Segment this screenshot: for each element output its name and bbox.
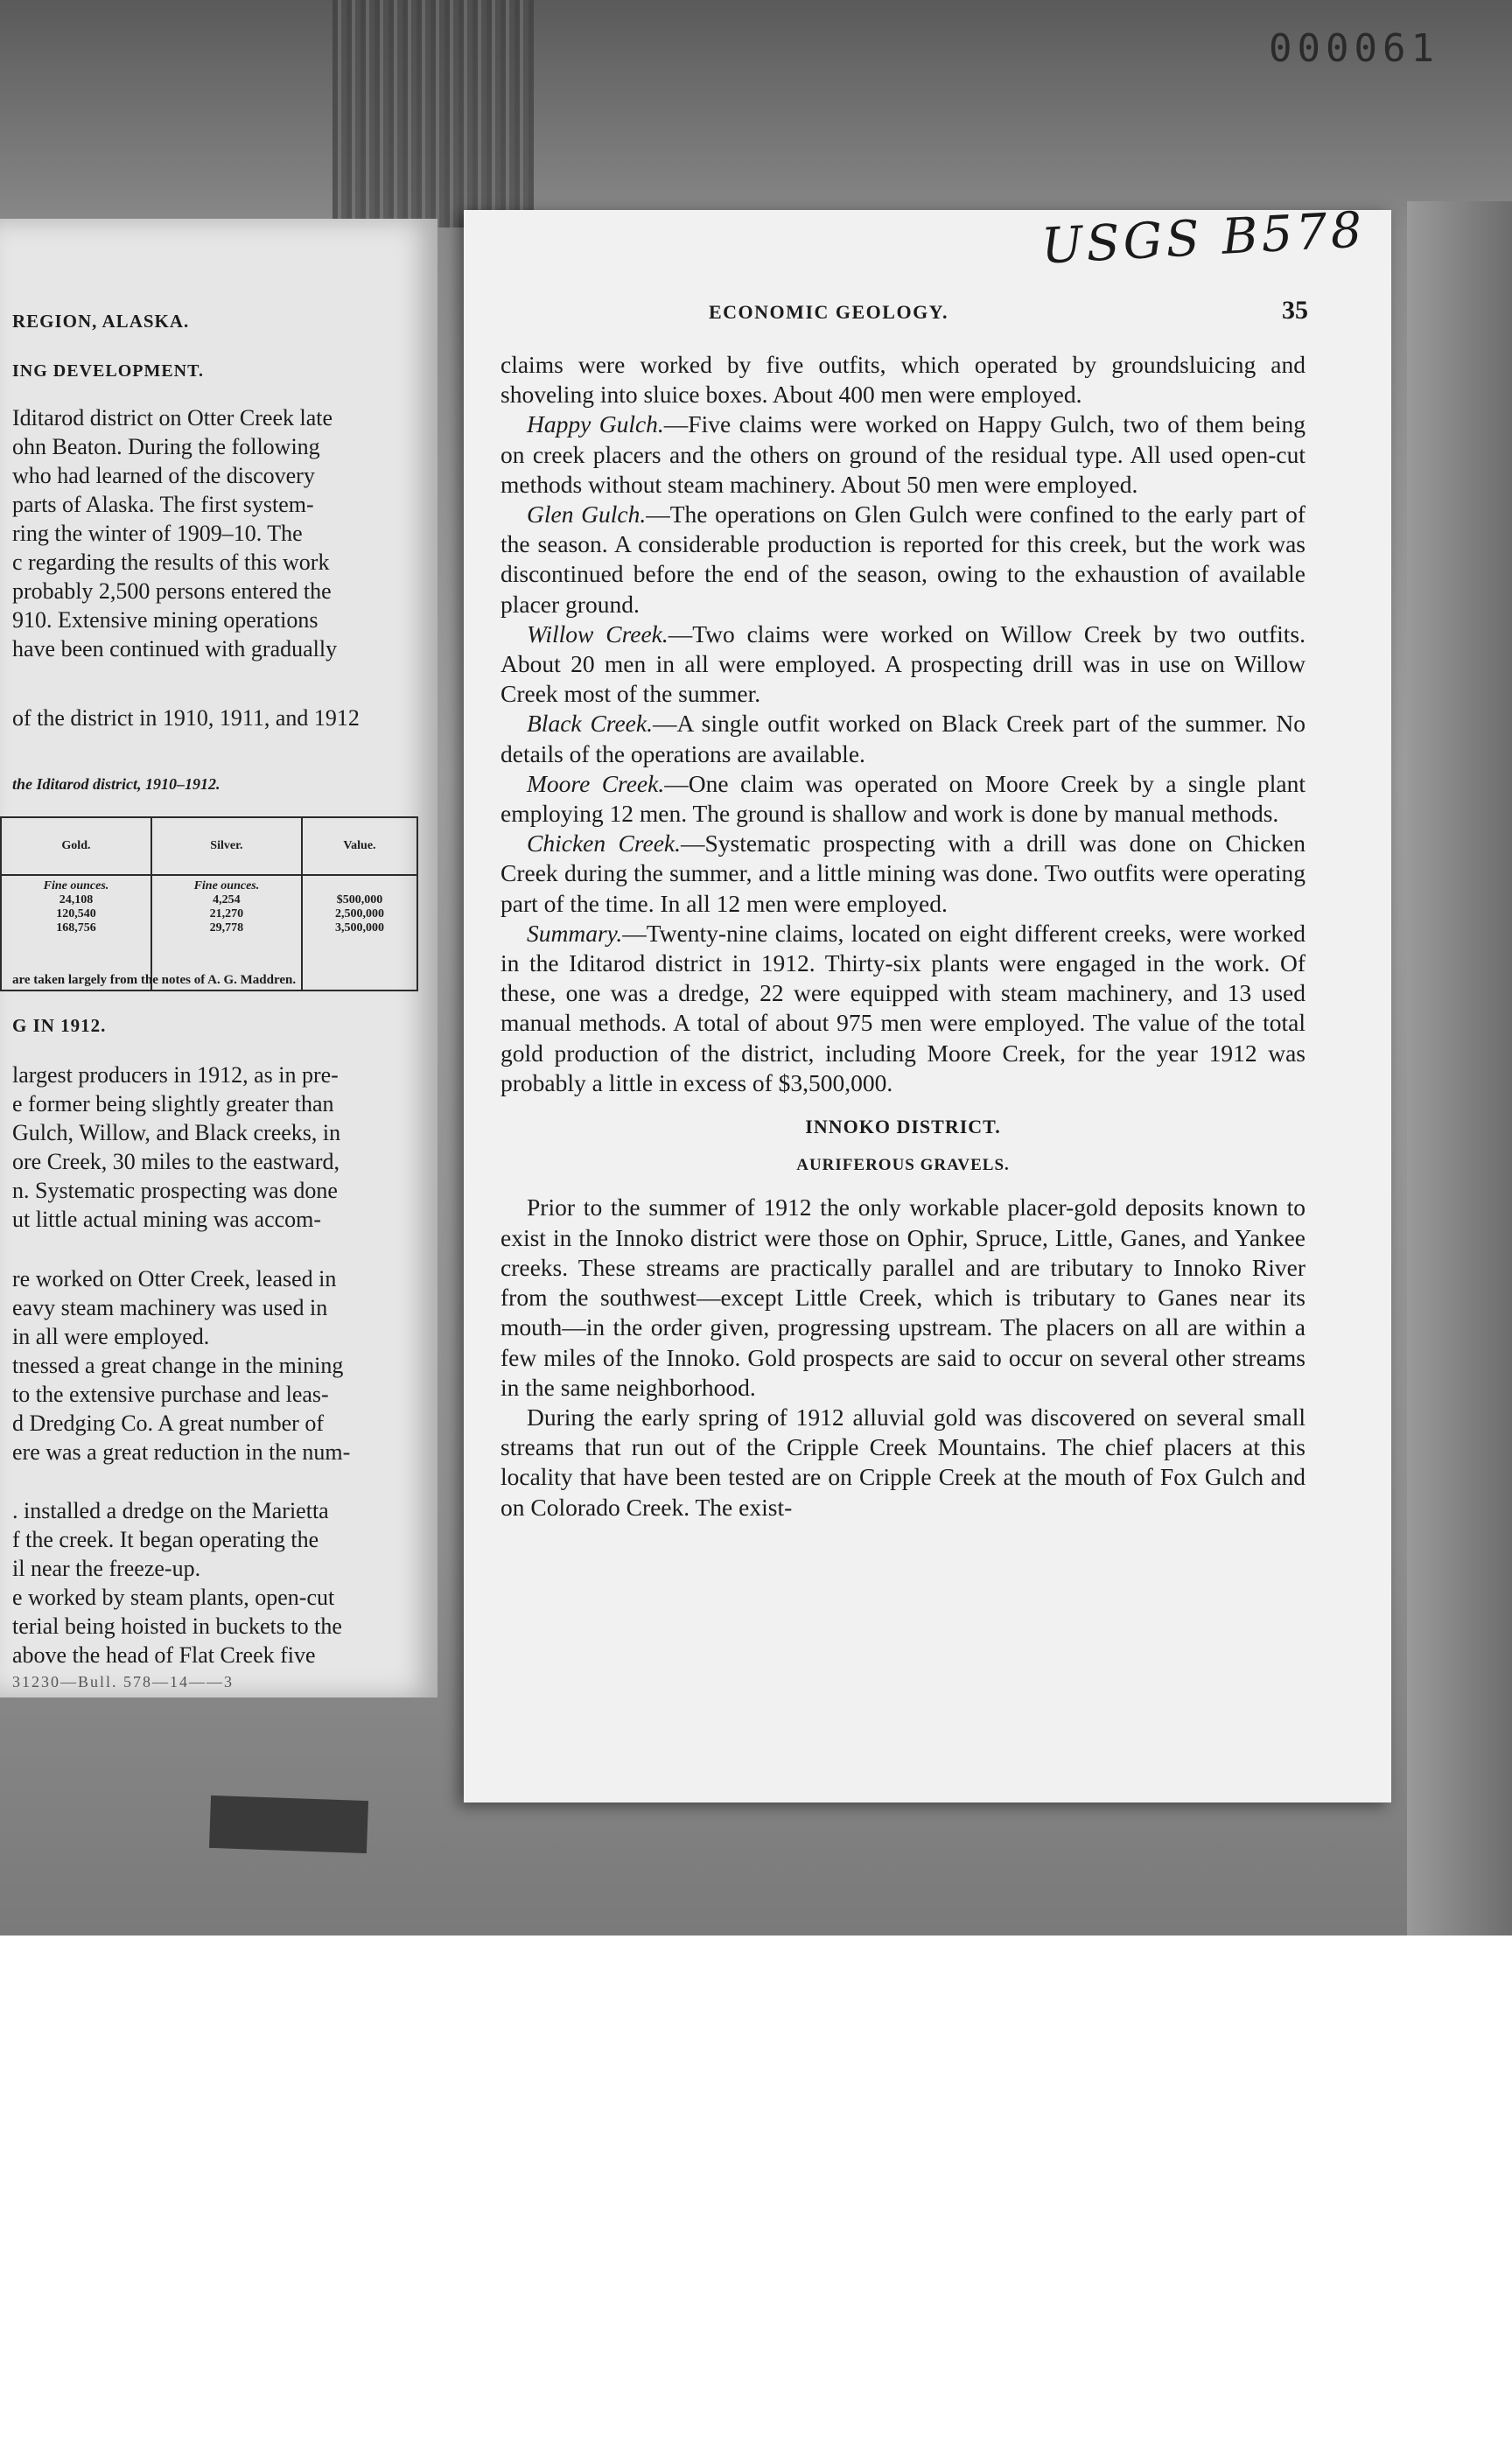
- left-line: re worked on Otter Creek, leased in: [12, 1266, 337, 1292]
- left-line: Gulch, Willow, and Black creeks, in: [12, 1120, 341, 1145]
- left-line: largest producers in 1912, as in pre-: [12, 1062, 339, 1088]
- paragraph: [500, 410, 1306, 500]
- table-value: 168,756: [56, 921, 96, 934]
- paragraph-text: —Two claims were worked on Willow Creek by two outfits. About 20 men in all were employed. A prospecting drill was in use on Willow Creek most of the summer.: [500, 620, 1306, 708]
- right-page: [464, 210, 1391, 1802]
- left-line: above the head of Flat Creek five: [12, 1642, 316, 1668]
- section-heading: INNOKO DISTRICT.: [805, 1116, 1001, 1138]
- left-line: il near the freeze-up.: [12, 1556, 201, 1581]
- left-running-head: REGION, ALASKA.: [12, 311, 190, 332]
- table-header: Silver.: [151, 817, 302, 875]
- archive-stamp-number: 000061: [1269, 26, 1439, 71]
- table-footnote: are taken largely from the notes of A. G. Maddren.: [12, 973, 297, 987]
- paragraph: [500, 769, 1306, 829]
- left-line: e worked by steam plants, open-cut: [12, 1585, 335, 1610]
- left-line: ring the winter of 1909–10. The: [12, 521, 303, 546]
- left-line: to the extensive purchase and leas-: [12, 1382, 329, 1407]
- paragraph-text: —Systematic prospecting with a drill was done on Chicken Creek during the summer, and a little mining was done. Two outfits were operating part of the time. In all 12 men were employed.: [500, 830, 1306, 917]
- left-table-intro: of the district in 1910, 1911, and 1912: [12, 705, 360, 731]
- paragraph-text: —A single outfit worked on Black Creek part of the summer. No details of the operations are available.: [500, 710, 1306, 767]
- left-line: . installed a dredge on the Marietta: [12, 1498, 329, 1523]
- left-line: in all were employed.: [12, 1324, 210, 1349]
- table-value: 2,500,000: [334, 907, 384, 920]
- binder-edge: [332, 0, 534, 228]
- paragraph: [500, 500, 1306, 620]
- production-table: [0, 816, 418, 991]
- table-value: 29,778: [209, 921, 244, 934]
- table-value: 21,270: [209, 907, 244, 920]
- left-line: probably 2,500 persons entered the: [12, 578, 332, 604]
- paragraph-text: —Five claims were worked on Happy Gulch, two of them being on creek placers and the others on ground of the residual type. All used open-cut methods without steam machinery. About 50 men were employed.: [500, 410, 1306, 498]
- paragraph: Prior to the summer of 1912 the only workable placer-gold deposits known to exist in the Innoko district were those on Ophir, Spruce, Little, Ganes, and Yankee creeks. These streams are practically parallel and are tributary to Innoko River from the southwest—except Little Creek, which is tributary to Ganes near its mouth—in the order given, progressing upstream. The placers on all are within a few miles of the Innoko. Gold prospects are said to occur on several other streams in the same neighborhood.: [500, 1194, 1306, 1401]
- body-text: [500, 350, 1306, 1522]
- table-value: 3,500,000: [334, 921, 384, 934]
- table-value: 120,540: [56, 907, 96, 920]
- paragraph: [500, 709, 1306, 768]
- paragraph: During the early spring of 1912 alluvial gold was discovered on several small streams that run out of the Cripple Creek Mountains. The chief placers at this locality that have been tested are on Cripple Creek at the mouth of Fox Gulch and on Colorado Creek. The exist-: [500, 1403, 1306, 1521]
- paragraph-lead: Black Creek.: [527, 710, 653, 738]
- paragraph-text: claims were worked by five outfits, which operated by groundsluicing and shoveling into sluice boxes. About 400 men were employed.: [500, 351, 1306, 409]
- paragraph-lead: Moore Creek.: [527, 769, 665, 797]
- paragraph-text: —Twenty-nine claims, located on eight different creeks, were worked in the Iditarod district in 1912. Thirty-six plants were engaged in the work. Of these, one was a dredge, 22 were equipped with steam machinery, and 13 used manual methods. A total of about 975 men were employed. The value of the total gold production of the district, including Moore Creek, for the year 1912 was probably a little in excess of $3,500,000.: [500, 919, 1306, 1096]
- page-shadow: [1407, 201, 1512, 1936]
- left-line: c regarding the results of this work: [12, 550, 330, 575]
- table-header: Gold.: [1, 817, 151, 875]
- left-section-head: ING DEVELOPMENT.: [12, 361, 204, 381]
- table-caption: the Iditarod district, 1910–1912.: [12, 775, 220, 793]
- left-subhead-1912: G IN 1912.: [12, 1015, 107, 1036]
- table-unit: Fine ounces.: [193, 879, 260, 892]
- left-line: d Dredging Co. A great number of: [12, 1410, 324, 1436]
- paragraph: [500, 919, 1306, 1098]
- paragraph: [500, 829, 1306, 919]
- table-unit: [304, 879, 415, 893]
- running-head: ECONOMIC GEOLOGY.: [709, 301, 949, 323]
- left-line: ut little actual mining was accom-: [12, 1207, 322, 1232]
- paragraph-text: —The operations on Glen Gulch were confined to the early part of the season. A considerable production is reported for this creek, but the work was discontinued before the end of the season, owing to the exhaustion of available placer ground.: [500, 500, 1306, 618]
- book-spine: [209, 1796, 368, 1853]
- page-number: 35: [1282, 296, 1308, 325]
- left-page-bottom-note: 31230—Bull. 578—14——3: [12, 1673, 234, 1690]
- left-line: have been continued with gradually: [12, 636, 338, 662]
- left-line: ere was a great reduction in the num-: [12, 1439, 351, 1465]
- left-page: [0, 219, 438, 1698]
- table-value: 4,254: [213, 893, 241, 906]
- page-header: [464, 298, 1391, 332]
- left-line: parts of Alaska. The first system-: [12, 492, 314, 517]
- table-unit: Fine ounces.: [43, 879, 109, 892]
- left-line: ohn Beaton. During the following: [12, 434, 320, 459]
- paragraph-lead: Happy Gulch.: [527, 410, 664, 438]
- handwritten-annotation: USGS B578: [1040, 201, 1367, 276]
- left-line: n. Systematic prospecting was done: [12, 1178, 338, 1203]
- paragraph-lead: Chicken Creek.: [527, 830, 682, 858]
- paragraph-text: —One claim was operated on Moore Creek by a single plant employing 12 men. The ground is shallow and work is done by manual methods.: [500, 769, 1306, 828]
- table-cell: [302, 875, 417, 990]
- paragraph-lead: Summary.: [527, 919, 623, 947]
- left-line: eavy steam machinery was used in: [12, 1295, 328, 1320]
- left-line: terial being hoisted in buckets to the: [12, 1614, 342, 1639]
- paragraph: [500, 620, 1306, 710]
- left-line: Iditarod district on Otter Creek late: [12, 405, 333, 430]
- left-line: f the creek. It began operating the: [12, 1527, 319, 1552]
- left-line: tnessed a great change in the mining: [12, 1353, 344, 1378]
- paragraph: [500, 350, 1306, 410]
- left-line: 910. Extensive mining operations: [12, 607, 318, 633]
- left-line: ore Creek, 30 miles to the eastward,: [12, 1149, 340, 1174]
- left-line: who had learned of the discovery: [12, 463, 315, 488]
- paragraph-lead: Willow Creek.: [527, 620, 668, 648]
- paragraph-lead: Glen Gulch.: [527, 500, 647, 528]
- table-value: $500,000: [336, 893, 383, 906]
- table-value: 24,108: [59, 893, 94, 906]
- section-subheading: AURIFEROUS GRAVELS.: [796, 1156, 1010, 1175]
- left-line: e former being slightly greater than: [12, 1091, 334, 1116]
- table-header: Value.: [302, 817, 417, 875]
